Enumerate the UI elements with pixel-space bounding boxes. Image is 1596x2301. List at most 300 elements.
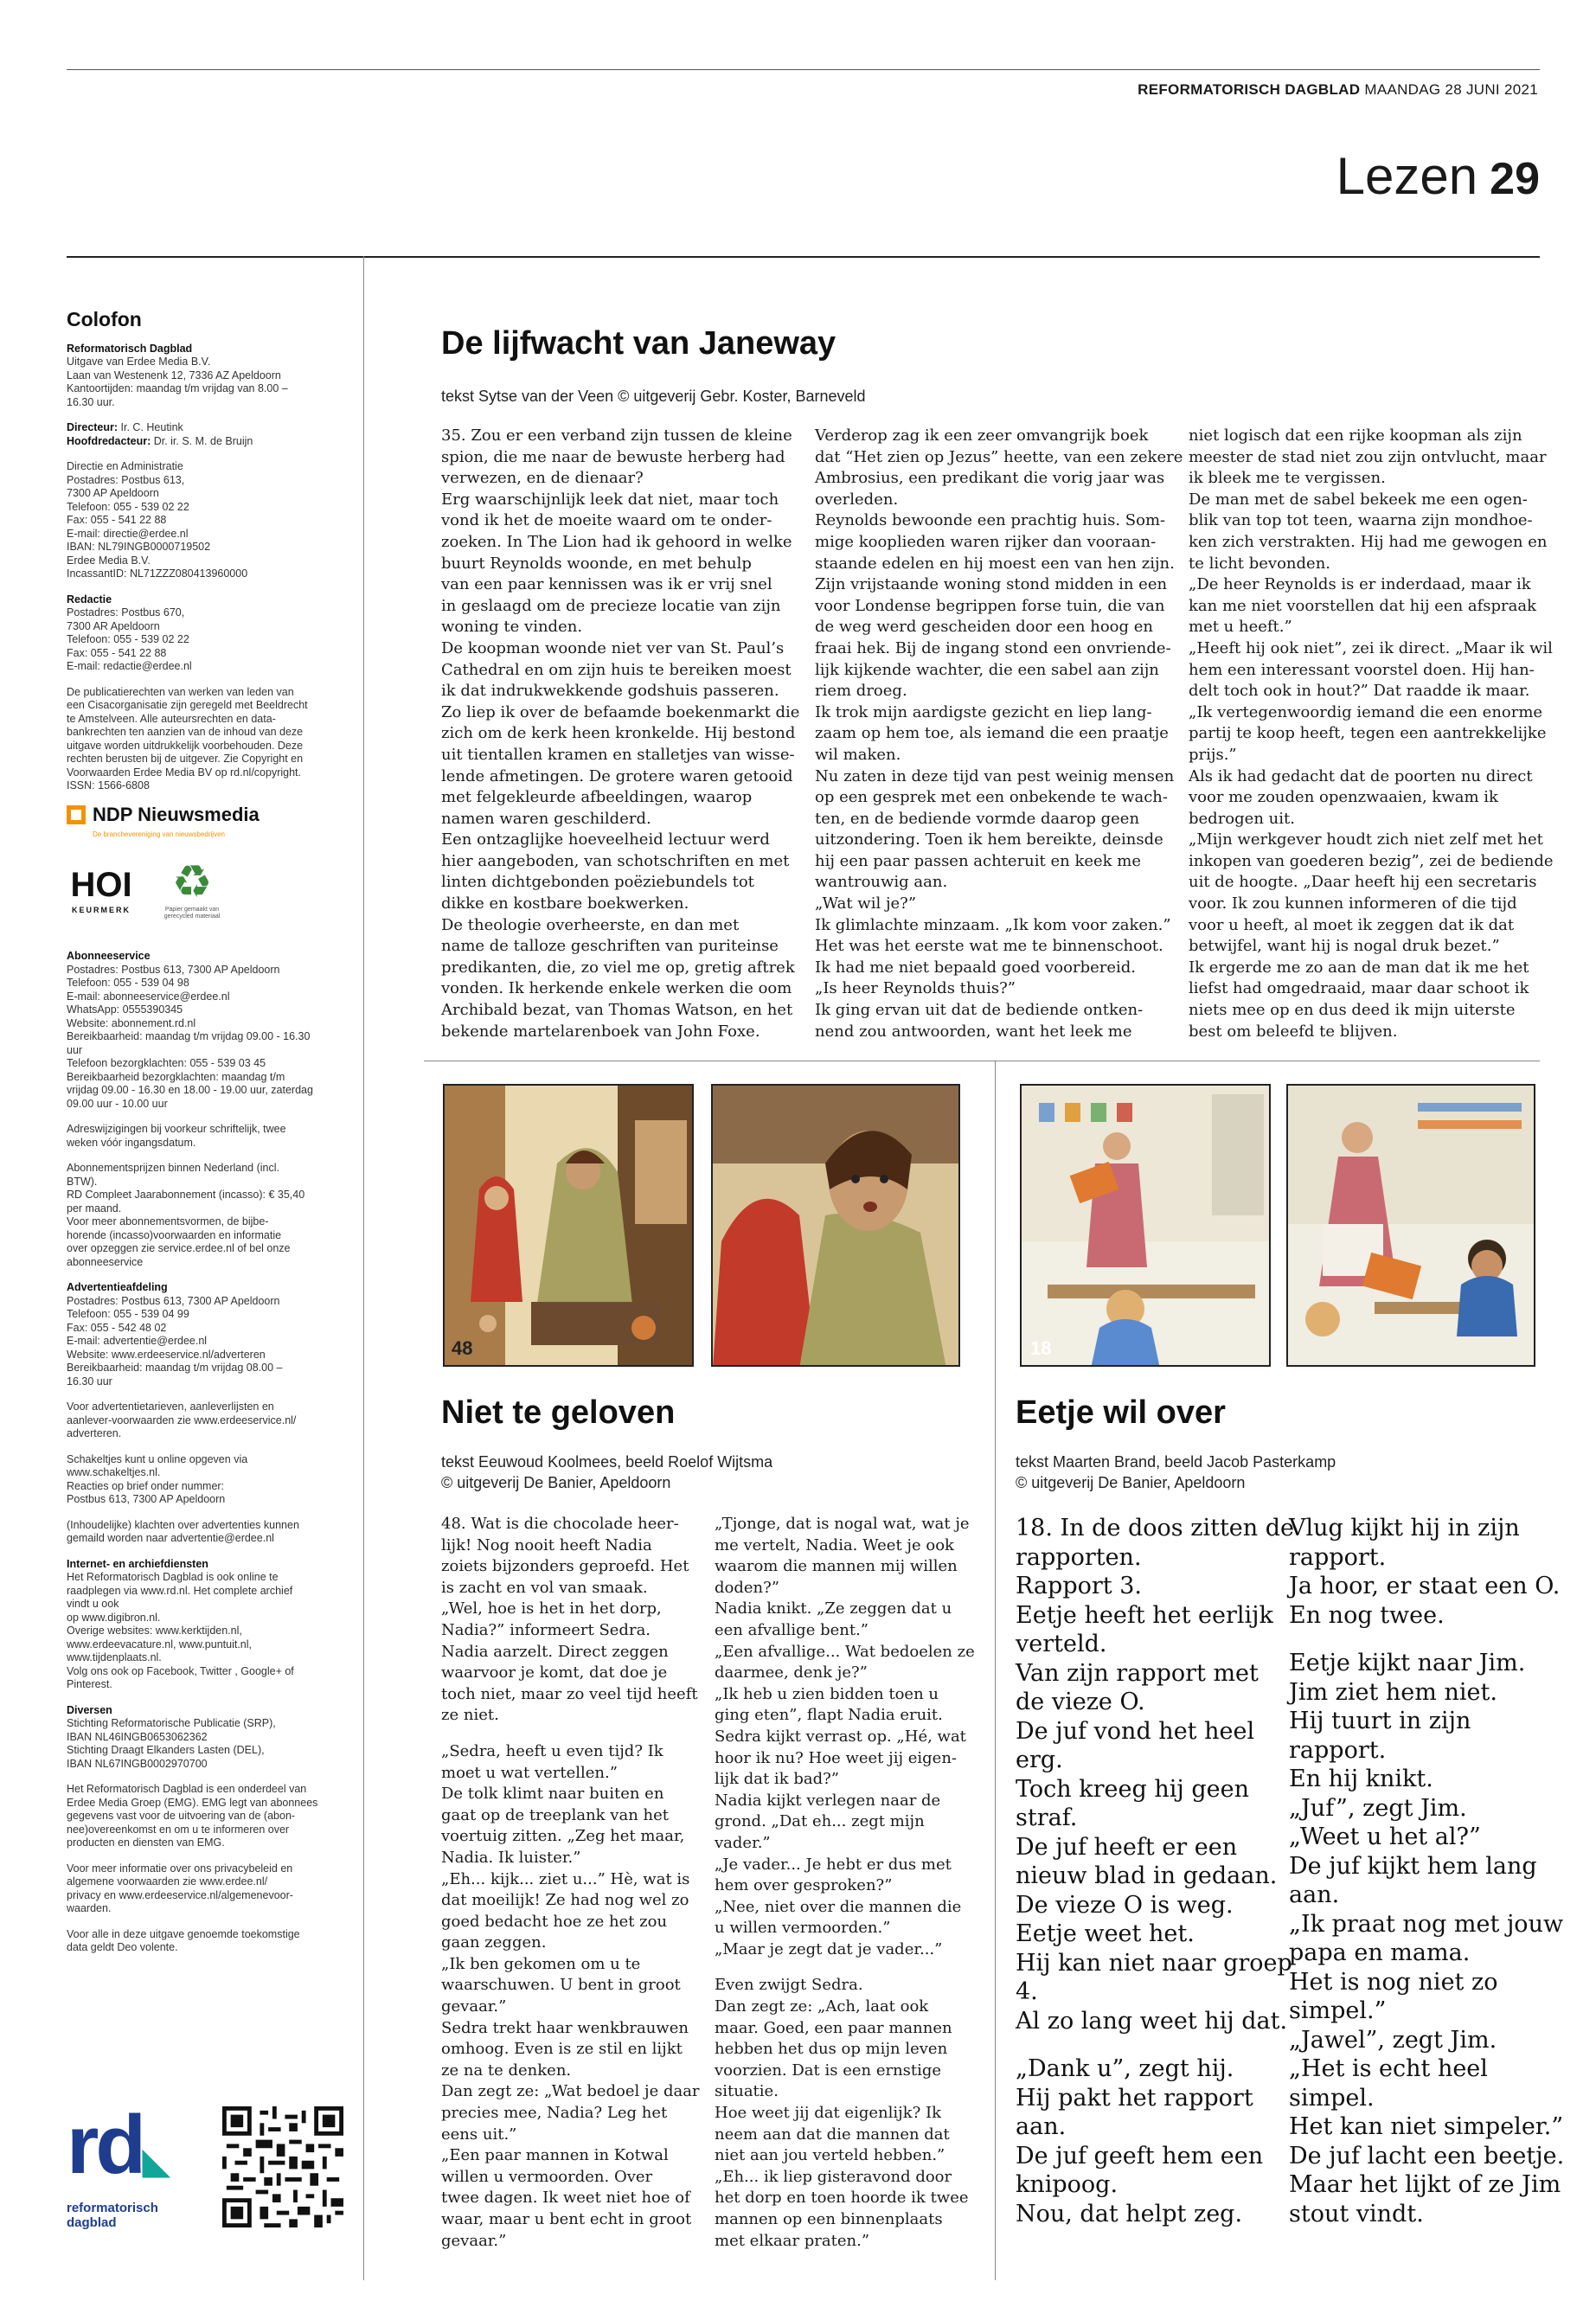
editor-label: Hoofdredacteur: <box>67 434 151 447</box>
text-line: rechten berusten bij de uitgever. Zie Copyright en <box>67 753 304 765</box>
text-line: algemene voorwaarden zie www.erdee.nl/ <box>67 1875 268 1888</box>
text-line: prijs.” <box>1189 745 1237 764</box>
text-line: kan me niet voorstellen dat hij een afspraak <box>1189 596 1537 615</box>
text-line: E-mail: abonneeservice@erdee.nl <box>67 990 230 1003</box>
text-line: 4. <box>1016 1978 1038 2005</box>
text-line: „Tjonge, dat is nogal wat, wat je <box>715 1515 970 1533</box>
text-line: gevaar.” <box>441 2231 507 2250</box>
text-line: eens uit.” <box>441 2125 517 2144</box>
abonnee-title: Abonneeservice <box>67 950 151 962</box>
publisher-name: Reformatorisch Dagblad <box>67 342 193 355</box>
text-line: predikanten, die, zo viel me op, gretig aftrek <box>441 958 795 977</box>
text-line: Voor advertentietarieven, aanleverlijsten en <box>67 1400 274 1413</box>
text-line: (Inhoudelijke) klachten over advertenties kunnen <box>67 1518 299 1531</box>
text-line: willen u vermoorden. Over <box>441 2167 653 2186</box>
abonnee-block <box>67 950 345 1111</box>
text-line: Ik ergerde me zo aan de man dat ik me het <box>1189 958 1529 977</box>
publisher-block <box>67 343 345 410</box>
comic-panel-nadia-sedra <box>443 1084 694 1367</box>
ndp-name: NDP Nieuwsmedia <box>93 803 260 825</box>
text-line: te Amstelveen. Alle auteursrechten en data- <box>67 712 276 725</box>
text-line: „Een paar mannen in Kotwal <box>441 2146 669 2165</box>
text-line: uitzondering. Toen ik hem bereikte, deinsde <box>815 830 1163 849</box>
text-line: „De heer Reynolds is er inderdaad, maar ik <box>1189 575 1531 594</box>
text-line: partij te koop heeft, tegen een aantrekkelijke <box>1189 724 1547 743</box>
text-line: verteld. <box>1016 1631 1107 1657</box>
text-line: hem een interessant voorstel doen. Hij han- <box>1189 660 1535 679</box>
text-line: inkopen van goederen bezig”, zei de bediende <box>1189 851 1554 870</box>
text-line: Dan zegt ze: „Wat bedoel je daar <box>441 2082 700 2101</box>
text-line: maar. Goed, een paar mannen <box>715 2018 952 2037</box>
text-line: gaan zeggen. <box>441 1933 547 1952</box>
text-line: De juf geeft hem een <box>1016 2142 1264 2170</box>
text-line: bekende martelarenboek van John Foxe. <box>441 1022 760 1041</box>
tarief-block <box>67 1400 345 1441</box>
text-line: spion, die me naar de bewuste herberg had <box>441 447 785 466</box>
header-rule <box>67 256 1540 258</box>
text-line: Nadia. Ik luister.” <box>441 1848 581 1867</box>
text-line: straf. <box>1016 1804 1078 1831</box>
text-line: Verderop zag ik een zeer omvangrijk boek <box>815 426 1149 445</box>
text-line: ze na te denken. <box>441 2061 572 2080</box>
text-line: vindt u ook <box>67 1598 119 1610</box>
qr-code-icon[interactable] <box>222 2106 343 2227</box>
text-line: Fax: 055 - 541 22 88 <box>67 514 167 526</box>
text-line: nend zou antwoorden, want het leek me <box>815 1022 1132 1041</box>
text-line: bedrogen uit. <box>1189 809 1295 828</box>
text-line: De theologie overheerste, en dan met <box>441 915 740 934</box>
text-line: Eetje heeft het eerlijk <box>1016 1601 1273 1629</box>
text-line: De vieze O is weg. <box>1016 1891 1234 1919</box>
bottom-column-divider <box>995 1061 996 2280</box>
text-line: „Nee, niet over die mannen die <box>715 1897 962 1916</box>
text-line: op een gesprek met een onbekende te wach- <box>815 788 1168 807</box>
text-line: Het is nog niet zo <box>1289 1968 1498 1996</box>
text-line: riem droeg. <box>815 682 907 701</box>
text-line: „Heeft hij ook niet”, zei ik direct. „Maar ik wil <box>1189 638 1553 657</box>
text-line: Het was het eerste wat me te binnenschoot. <box>815 937 1163 956</box>
panel-number: 48 <box>452 1337 473 1359</box>
text-line: voorzien. Dat is een ernstige <box>715 2061 942 2080</box>
text-line: Postbus 613, 7300 AP Apeldoorn <box>67 1493 226 1505</box>
director: Ir. C. Heutink <box>118 421 183 433</box>
text-line: met elkaar praten.” <box>715 2231 870 2250</box>
colofon-divider <box>363 256 364 2280</box>
text-line: voor Londense begrippen forse tuin, die van <box>815 596 1165 615</box>
text-line: privacy en www.erdeeservice.nl/algemenevoor- <box>67 1888 293 1901</box>
text-line: „Jawel”, zegt Jim. <box>1289 2026 1497 2054</box>
text-line: aan. <box>1016 2113 1067 2140</box>
management-block <box>67 421 345 448</box>
text-line: ze niet. <box>441 1706 499 1725</box>
story1-title: De lijfwacht van Janeway <box>441 325 836 362</box>
text-line: voertuig zitten. „Zeg het maar, <box>441 1827 685 1846</box>
text-line: De juf lacht een beetje. <box>1289 2142 1565 2170</box>
emg-block <box>67 1783 345 1850</box>
text-line: Uitgave van Erdee Media B.V. <box>67 356 211 368</box>
section-heading <box>1336 145 1540 207</box>
colofon <box>67 308 345 1967</box>
text-line: grond. „Dat eh... zegt mijn <box>715 1812 925 1831</box>
text-line: vrijdag 09.00 - 16.30 en 18.00 - 19.00 uur, zaterdag <box>67 1084 313 1096</box>
text-line: goed bedacht hoe ze het zou <box>441 1912 668 1931</box>
text-line: aan. <box>1289 1881 1340 1908</box>
text-line: Voor meer informatie over ons privacybeleid en <box>67 1862 293 1875</box>
text-line: „Wat wil je?” <box>815 894 917 913</box>
text-line: Bereikbaarheid bezorgklachten: maandag t/m <box>67 1070 285 1083</box>
text-line: 16.30 uur. <box>67 395 115 408</box>
text-line: best om beleefd te blijven. <box>1189 1022 1398 1041</box>
text-line: Van zijn rapport met <box>1016 1659 1259 1687</box>
story3-title: Eetje wil over <box>1016 1394 1226 1431</box>
comic-panel-classroom <box>1286 1084 1535 1367</box>
director-label: Directeur: <box>67 421 119 433</box>
text-line: per maand. <box>67 1202 122 1215</box>
text-line: knipoog. <box>1016 2171 1118 2198</box>
text-line: Eetje kijkt naar Jim. <box>1289 1650 1526 1676</box>
text-line: Zijn vrijstaande woning stond midden in een <box>815 575 1168 594</box>
text-line: „Maar je zegt dat je vader...” <box>715 1939 943 1958</box>
classroom-illustration <box>1288 1086 1535 1367</box>
rd-dot-icon: ◣ <box>143 2143 166 2181</box>
text-line: mige kooplieden waren rijker dan vooraan- <box>815 532 1157 551</box>
editor: Dr. ir. S. M. de Bruijn <box>151 434 253 447</box>
text-line: Fax: 055 - 541 22 88 <box>67 646 167 659</box>
text-line: precies mee, Nadia? Leg het <box>441 2104 668 2123</box>
text-line: Jim ziet hem niet. <box>1289 1678 1497 1706</box>
internet-title: Internet- en archiefdiensten <box>67 1557 208 1570</box>
text-line: zoeken. In The Lion had ik gehoord in welke <box>441 532 792 551</box>
text-line: papa en mama. <box>1289 1939 1471 1966</box>
text-line: Website: abonnement.rd.nl <box>67 1016 196 1029</box>
text-line: 18. In de doos zitten de <box>1016 1515 1295 1541</box>
text-line: Hij kan niet naar groep <box>1016 1949 1292 1977</box>
text-line: Het Reformatorisch Dagblad is ook online te <box>67 1571 279 1583</box>
rd-name-2: dagblad <box>67 2215 117 2230</box>
text-line: niet logisch dat een rijke koopman als zijn <box>1189 426 1522 445</box>
ndp-square-icon <box>67 805 86 824</box>
story2-title: Niet te geloven <box>441 1394 676 1431</box>
paper-name: REFORMATORISCH DAGBLAD <box>1138 81 1361 98</box>
text-line: 48. Wat is die chocolade heer- <box>441 1515 679 1533</box>
text-line: nieuw blad in gedaan. <box>1016 1862 1278 1889</box>
text-line: Cathedral en om zijn huis te bereiken moest <box>441 660 792 679</box>
ndp-subtitle: De branchevereniging van nieuwsbedrijven <box>93 830 225 838</box>
section-name: Lezen <box>1336 147 1478 205</box>
text-line: moet u wat vertellen.” <box>441 1763 618 1782</box>
text-line: „Juf”, zegt Jim. <box>1289 1794 1467 1822</box>
story3-credit <box>1016 1452 1336 1493</box>
text-line: Vlug kijkt hij in zijn <box>1289 1515 1520 1541</box>
story1-column-1 <box>441 426 799 1042</box>
ndp-logo <box>67 805 345 824</box>
text-line: 7300 AR Apeldoorn <box>67 619 160 632</box>
text-line: mannen op een binnenplaats <box>715 2210 943 2228</box>
text-line: www.schakeltjes.nl. <box>67 1466 161 1478</box>
text-line: Ja hoor, er staat een O. <box>1289 1573 1561 1599</box>
story2-credit-line-1: tekst Eeuwoud Koolmees, beeld Roelof Wijtsma <box>441 1453 773 1471</box>
text-line: Een ontzaglijke hoeveelheid lectuur werd <box>441 830 770 849</box>
text-line: „Mijn werkgever houdt zich niet zelf met het <box>1189 830 1543 849</box>
text-line: adverteren. <box>67 1427 122 1439</box>
text-line: liefst had omgedraaid, maar daar schoot ik <box>1189 979 1529 998</box>
text-line: „Sedra, heeft u even tijd? Ik <box>441 1741 663 1760</box>
text-line: „Ik ben gekomen om u te <box>441 1954 641 1973</box>
text-line: gaat op de treeplank van het <box>441 1805 669 1824</box>
text-line: E-mail: directie@erdee.nl <box>67 527 189 540</box>
text-line: hem over gesproken?” <box>715 1876 893 1895</box>
story1-column-2 <box>815 426 1183 1042</box>
text-line: De juf heeft er een <box>1016 1833 1238 1861</box>
text-line: waarden. <box>67 1902 112 1914</box>
text-line: vond ik het de moeite waard om te onder- <box>441 511 772 530</box>
text-line: waar, maar u bent echt in groot <box>441 2210 692 2228</box>
text-line: een afvallige bent.” <box>715 1620 869 1639</box>
story3-column-1 <box>1016 1514 1294 2228</box>
text-line: dat “Het zien op Jezus” heette, van een zekere <box>815 447 1183 466</box>
text-line: met felgekleurde afbeeldingen, waarop <box>441 788 753 807</box>
admin-block <box>67 460 345 581</box>
text-line: Website: www.erdeeservice.nl/adverteren <box>67 1348 266 1361</box>
text-line: Overige websites: www.kerktijden.nl, <box>67 1625 242 1637</box>
hoi-mark: HOI <box>70 866 132 904</box>
text-line: wil maken. <box>815 745 901 764</box>
text-line: De tolk klimt naar buiten en <box>441 1785 664 1804</box>
text-line: Bereikbaarheid: maandag t/m vrijdag 09.00 - 16.30 <box>67 1030 311 1042</box>
text-line: zoiets bijzonders geproefd. Het <box>441 1557 689 1576</box>
text-line: ik dat indrukwekkende godshuis passeren. <box>441 682 779 701</box>
text-line: Telefoon: 055 - 539 04 99 <box>67 1308 189 1320</box>
deo-volente-block <box>67 1928 345 1955</box>
text-line: Telefoon bezorgklachten: 055 - 539 03 45 <box>67 1057 266 1069</box>
text-line: Postadres: Postbus 613, <box>67 473 185 486</box>
text-line: lijk dat ik bad?” <box>715 1770 839 1789</box>
colofon-title: Colofon <box>67 308 142 330</box>
text-line: ik bleek me te vergissen. <box>1189 469 1386 488</box>
text-line: En nog twee. <box>1289 1601 1445 1629</box>
text-line: gegevens vast voor de uitvoering van de (abon- <box>67 1810 296 1822</box>
text-line: Telefoon: 055 - 539 02 22 <box>67 500 189 513</box>
text-line: Kantoortijden: maandag t/m vrijdag van 8.00 – <box>67 382 288 394</box>
text-line: „Wel, hoe is het in het dorp, <box>441 1599 662 1618</box>
text-line: Al zo lang weet hij dat. <box>1016 2007 1288 2035</box>
text-line: „Het is echt heel <box>1289 2055 1488 2082</box>
story1-credit: tekst Sytse van der Veen © uitgeverij Gebr. Koster, Barneveld <box>441 388 866 405</box>
text-line: Adreswijzigingen bij voorkeur schriftelijk, twee <box>67 1123 286 1135</box>
text-line: 7300 AP Apeldoorn <box>67 487 159 499</box>
text-line: Stichting Draagt Elkanders Lasten (DEL), <box>67 1744 265 1756</box>
rd-mark-icon <box>67 2099 179 2201</box>
text-line: rapporten. <box>1016 1543 1142 1571</box>
text-line: Het kan niet simpeler.” <box>1289 2113 1564 2140</box>
text-line: Hoe weet jij dat eigenlijk? Ik <box>715 2104 941 2123</box>
text-line: IBAN: NL79INGB0000719502 <box>67 541 211 553</box>
text-line: Nadia aarzelt. Direct zeggen <box>441 1642 669 1661</box>
text-line: met u heeft.” <box>1189 618 1292 637</box>
text-line: WhatsApp: 0555390345 <box>67 1003 183 1016</box>
text-line: „Is heer Reynolds thuis?” <box>815 979 1016 998</box>
text-line: linten dichtgebonden poëziebundels tot <box>441 873 754 892</box>
text-line: Toch kreeg hij geen <box>1016 1775 1249 1803</box>
text-line: het dorp en toen hoorde ik twee <box>715 2189 969 2208</box>
text-line: E-mail: redactie@erdee.nl <box>67 660 192 672</box>
text-line: Volg ons ook op Facebook, Twitter , Google+ of <box>67 1664 294 1677</box>
text-line: te licht bevonden. <box>1189 554 1331 573</box>
text-line: overleden. <box>815 490 899 509</box>
text-line: Erg waarschijnlijk leek dat niet, maar toch <box>441 490 779 509</box>
text-line: De juf kijkt hem lang <box>1289 1852 1537 1880</box>
text-line: „Je vader... Je hebt er dus met <box>715 1855 952 1874</box>
text-line: voor. Ik zou kunnen informeren of die tijd <box>1189 894 1517 913</box>
text-line: lijk! Nog nooit heeft Nadia <box>441 1535 652 1554</box>
text-line: twee dagen. Ik weet niet hoe of <box>441 2189 690 2208</box>
text-line: Dan zegt ze: „Ach, laat ook <box>715 1997 929 2016</box>
text-line: dat moeilijk! Ze had nog wel zo <box>441 1891 689 1910</box>
text-line: Laan van Westenenk 12, 7336 AZ Apeldoorn <box>67 369 281 381</box>
text-line: „Een afvallige... Wat bedoelen ze <box>715 1642 975 1661</box>
text-line: weken vóór ingangsdatum. <box>67 1136 196 1149</box>
text-line: Nu zaten in deze tijd van pest weinig mensen <box>815 766 1175 785</box>
comic-panel-teacher-reports <box>1020 1084 1271 1367</box>
rd-name-1: reformatorisch <box>67 2201 158 2215</box>
text-line: de weg werd gescheiden door een hoog en <box>815 618 1153 637</box>
prices-block <box>67 1162 345 1269</box>
text-line: ken zich verstrakten. Hij had me gewogen en <box>1189 532 1548 551</box>
text-line: niet aan jou verteld hebben.” <box>715 2146 945 2165</box>
story2-credit-line-2: © uitgeverij De Banier, Apeldoorn <box>441 1474 671 1491</box>
text-line: voor u heeft, al moet ik zeggen dat ik dat <box>1189 915 1515 934</box>
text-line: Sedra trekt haar wenkbrauwen <box>441 2018 689 2037</box>
text-line: in geslaagd om de precieze locatie van zijn <box>441 596 781 615</box>
complaints-block <box>67 1519 345 1546</box>
teacher-reports-illustration <box>1022 1086 1271 1367</box>
text-line: Postadres: Postbus 613, 7300 AP Apeldoorn <box>67 963 280 976</box>
text-line: Ik glimlachte minzaam. „Ik kom voor zaken.” <box>815 915 1171 934</box>
internet-block <box>67 1558 345 1692</box>
text-line: „Ik vertegenwoordig iemand die een enorme <box>1189 702 1543 721</box>
panel-number: 18 <box>1030 1337 1052 1359</box>
text-line: Telefoon: 055 - 539 02 22 <box>67 633 189 645</box>
text-line: Ik had me niet bepaald goed voorbereid. <box>815 958 1137 977</box>
text-line: staande edelen en hij moest een van hen zijn. <box>815 554 1175 573</box>
text-line: Nadia?” informeert Sedra. <box>441 1620 651 1639</box>
text-line: ISSN: 1566-6808 <box>67 779 150 792</box>
text-line: buurt Reynolds woonde, en met behulp <box>441 554 752 573</box>
text-line: Pinterest. <box>67 1678 112 1690</box>
sedra-closeup-illustration <box>713 1086 960 1367</box>
text-line: 16.30 uur <box>67 1375 112 1388</box>
advertentie-block <box>67 1281 345 1388</box>
schakeltjes-block <box>67 1453 345 1507</box>
text-line: Ik trok mijn aardigste gezicht en liep lang- <box>815 702 1152 721</box>
text-line: uitgave worden uitdrukkelijk voorbehouden. Deze <box>67 739 304 752</box>
text-line: nee)overeenkomst en om u te informeren over <box>67 1823 290 1836</box>
text-line: name de talloze geschriften van puriteinse <box>441 937 779 956</box>
text-line: Directie en Administratie <box>67 460 183 472</box>
text-line: Postadres: Postbus 670, <box>67 606 185 619</box>
text-line: 35. Zou er een verband zijn tussen de kleine <box>441 426 792 445</box>
text-line: hebben het dus op mijn leven <box>715 2040 948 2059</box>
story2-column-2 <box>715 1514 975 2252</box>
text-line: lijk kijkende wachter, die een sabel aan zijn <box>815 660 1159 679</box>
text-line: Maar het lijkt of ze Jim <box>1289 2171 1561 2198</box>
text-line: bankrechten ten aanzien van de inhoud van deze <box>67 726 304 738</box>
text-line: gevaar.” <box>441 1997 507 2016</box>
text-line: ten, en de bediende vormde daarop geen <box>815 809 1140 828</box>
text-line: Eetje weet het. <box>1016 1920 1195 1947</box>
text-line: Bereikbaarheid: maandag t/m vrijdag 08.00 – <box>67 1362 283 1374</box>
text-line: Nadia kijkt verlegen naar de <box>715 1791 941 1810</box>
story3-column-2 <box>1289 1514 1564 2228</box>
address-change-block <box>67 1123 345 1150</box>
advertentie-title: Advertentieafdeling <box>67 1281 168 1293</box>
story3-credit-line-2: © uitgeverij De Banier, Apeldoorn <box>1016 1474 1246 1491</box>
text-line: hij een paar passen achteruit en keek me <box>815 851 1142 870</box>
text-line: „Weet u het al?” <box>1289 1823 1481 1850</box>
masthead-line <box>1138 81 1538 99</box>
text-line: een Cisacorganisatie zijn geregeld met Beeldrecht <box>67 699 308 711</box>
top-rule <box>67 69 1540 70</box>
story2-credit <box>441 1452 772 1493</box>
text-line: delt toch ook in hout?” Dat raadde ik maar. <box>1189 682 1530 701</box>
text-line: woning te vinden. <box>441 618 583 637</box>
text-line: lende afmetingen. De grotere waren getooid <box>441 766 793 785</box>
text-line: Ambrosius, een predikant die vorig jaar was <box>815 469 1165 488</box>
text-line: Nadia knikt. „Ze zeggen dat u <box>715 1599 952 1618</box>
comic-panel-sedra-closeup <box>711 1084 960 1367</box>
text-line: op www.digibron.nl. <box>67 1611 161 1624</box>
text-line: hier aangeboden, van schotschriften en met <box>441 851 790 870</box>
story1-column-3 <box>1189 426 1554 1042</box>
text-line: Rapport 3. <box>1016 1573 1142 1599</box>
text-line: En hij knikt. <box>1289 1766 1433 1792</box>
text-line: u willen vermoorden.” <box>715 1919 891 1938</box>
text-line: vader.” <box>715 1833 771 1852</box>
text-line: simpel. <box>1289 2084 1375 2112</box>
text-line: Telefoon: 055 - 539 04 98 <box>67 977 189 989</box>
nadia-sedra-illustration <box>445 1086 694 1367</box>
text-line: IBAN NL46INGB0653062362 <box>67 1730 208 1743</box>
text-line: me vertelt, Nadia. Weet je ook <box>715 1535 954 1554</box>
text-line: omhoog. Even is ze stil en lijkt <box>441 2040 683 2059</box>
text-line: namen waren geschilderd. <box>441 809 651 828</box>
text-line: meester de stad niet zou zijn ontvlucht, maar <box>1189 447 1547 466</box>
diversen-title: Diversen <box>67 1703 112 1716</box>
recycle-logo <box>162 858 222 920</box>
text-line: erg. <box>1016 1747 1063 1773</box>
text-line: dikke en kostbare boekwerken. <box>441 894 689 913</box>
text-line: raadplegen via www.rd.nl. Het complete archief <box>67 1584 293 1597</box>
text-line: hoor ik nu? Hoe weet jij eigen- <box>715 1748 958 1767</box>
text-line: zaam op hem toe, als iemand die een praatje <box>815 724 1169 743</box>
diversen-block <box>67 1704 345 1772</box>
text-line: abonneeservice <box>67 1255 144 1268</box>
text-line: Reacties op brief onder nummer: <box>67 1479 225 1492</box>
text-line: niets mee op en dus deed ik mijn uiterste <box>1189 1001 1516 1020</box>
text-line: Ik ging ervan uit dat de bediende ontken- <box>815 1001 1144 1020</box>
text-line: van een paar kennissen was ik er vrij snel <box>441 575 772 594</box>
text-line: rapport. <box>1289 1543 1387 1571</box>
text-line: Zo liep ik over de befaamde boekenmarkt die <box>441 702 800 721</box>
text-line: producten en diensten van EMG. <box>67 1836 225 1849</box>
text-line: BTW). <box>67 1175 98 1188</box>
text-line: De man met de sabel bekeek me een ogen- <box>1189 490 1528 509</box>
text-line: neem aan dat die mannen dat <box>715 2125 950 2144</box>
text-line: Erdee Media B.V. <box>67 554 151 567</box>
text-line: Erdee Media Groep (EMG). EMG legt van abonnees <box>67 1796 318 1809</box>
text-line: uit de hoogte. „Daar heeft hij een secretaris <box>1189 873 1537 892</box>
text-line: data geldt Deo volente. <box>67 1941 178 1953</box>
